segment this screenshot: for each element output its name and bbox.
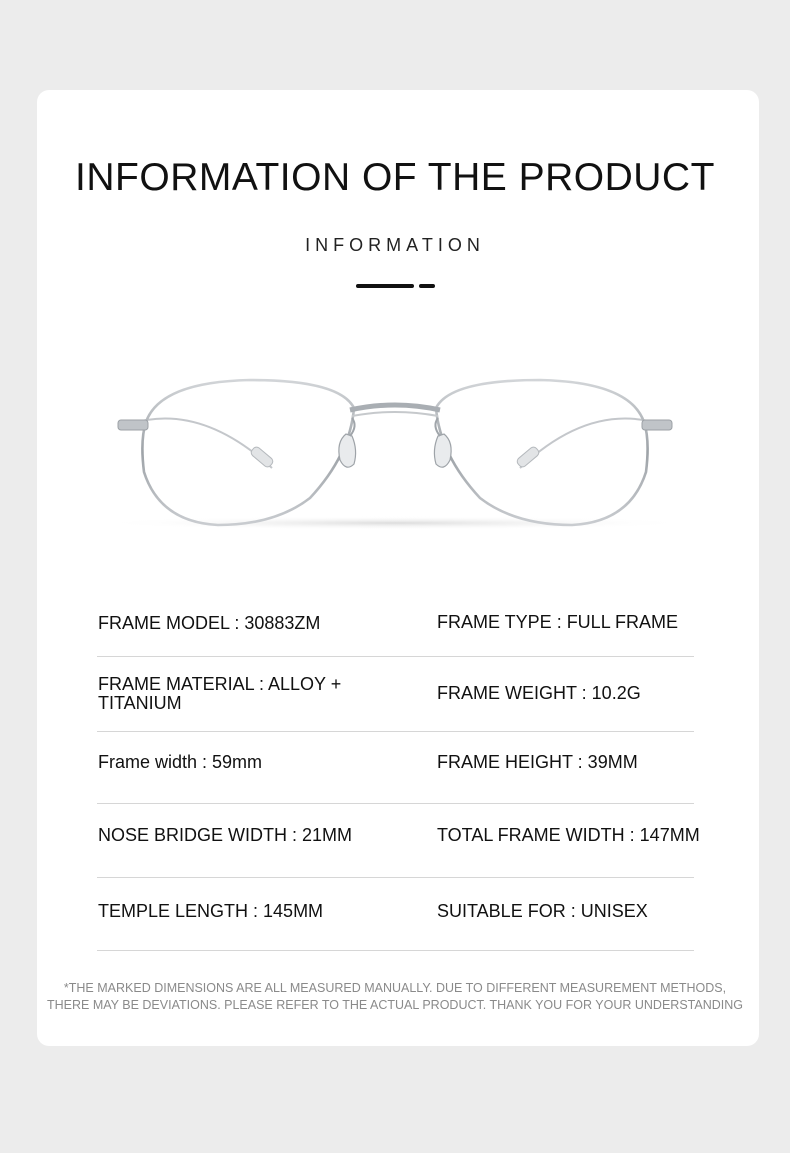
spec-frame-width: Frame width : 59mm bbox=[98, 752, 263, 772]
spec-frame-material: FRAME MATERIAL : ALLOY + bbox=[98, 674, 342, 694]
section-subtitle: INFORMATION bbox=[305, 235, 485, 255]
spec-frame-type: FRAME TYPE : FULL FRAME bbox=[437, 612, 679, 632]
disclaimer-line-1: *THE MARKED DIMENSIONS ARE ALL MEASURED MANUALLY. DUE TO DIFFERENT MEASUREMENT METHODS, bbox=[63, 981, 727, 995]
decorative-line-long bbox=[356, 284, 414, 288]
spec-frame-weight: FRAME WEIGHT : 10.2G bbox=[437, 683, 641, 703]
spec-divider bbox=[97, 656, 694, 657]
spec-divider bbox=[97, 731, 694, 732]
eyeglasses-icon bbox=[100, 360, 690, 540]
spec-frame-model: FRAME MODEL : 30883ZM bbox=[98, 613, 321, 633]
measurement-disclaimer bbox=[0, 980, 790, 1014]
spec-nose-bridge-width: NOSE BRIDGE WIDTH : 21MM bbox=[98, 825, 353, 845]
spec-divider bbox=[97, 877, 694, 878]
spec-frame-material-cont: TITANIUM bbox=[98, 693, 182, 713]
spec-total-frame-width: TOTAL FRAME WIDTH : 147MM bbox=[437, 825, 700, 845]
disclaimer-line-2: THERE MAY BE DEVIATIONS. PLEASE REFER TO THE ACTUAL PRODUCT. THANK YOU FOR YOUR UNDERSTANDING bbox=[47, 998, 743, 1012]
spec-divider bbox=[97, 803, 694, 804]
spec-divider bbox=[97, 950, 694, 951]
decorative-line-short bbox=[419, 284, 435, 288]
spec-frame-height: FRAME HEIGHT : 39MM bbox=[437, 752, 638, 772]
spec-temple-length: TEMPLE LENGTH : 145MM bbox=[98, 901, 324, 921]
spec-suitable-for: SUITABLE FOR : UNISEX bbox=[437, 901, 648, 921]
page-title: INFORMATION OF THE PRODUCT bbox=[75, 156, 715, 199]
